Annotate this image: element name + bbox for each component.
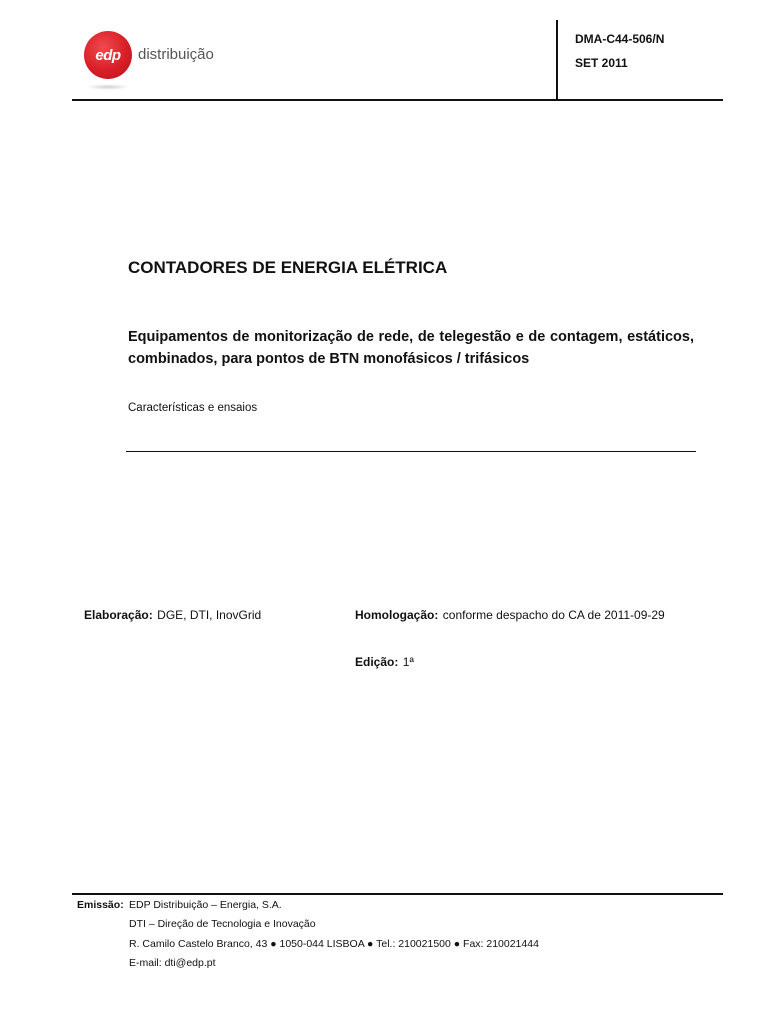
emissao-label: Emissão: — [77, 899, 124, 911]
footer-address-line: R. Camilo Castelo Branco, 43 ● 1050-044 LISBOA ● Tel.: 210021500 ● Fax: 210021444 — [129, 938, 539, 950]
logo-shadow — [86, 84, 130, 90]
logo-text: distribuição — [138, 46, 214, 63]
footer-company-line: EDP Distribuição – Energia, S.A. — [129, 899, 282, 911]
elaboracao-label: Elaboração: — [84, 608, 153, 622]
edp-logo-mark: edp — [84, 31, 132, 79]
document-code: DMA-C44-506/N — [575, 32, 665, 46]
homologacao-field — [355, 606, 665, 624]
header-divider-horizontal — [72, 99, 723, 101]
document-subtopic: Características e ensaios — [128, 402, 258, 414]
header-divider-vertical — [556, 20, 558, 100]
document-subtitle: Equipamentos de monitorização de rede, de telegestão e de contagem, estáticos, combinados, para pontos de BTN monofásicos / trifásicos — [128, 329, 694, 367]
footer-email-line: E-mail: dti@edp.pt — [129, 957, 216, 969]
edicao-label: Edição: — [355, 655, 399, 669]
edicao-field — [355, 653, 414, 671]
edicao-value: 1ª — [402, 655, 414, 669]
footer-divider — [72, 893, 723, 895]
elaboracao-field — [84, 606, 261, 624]
homologacao-label: Homologação: — [355, 608, 439, 622]
title-divider — [126, 451, 696, 452]
document-title: CONTADORES DE ENERGIA ELÉTRICA — [128, 258, 448, 277]
document-date: SET 2011 — [575, 56, 628, 70]
footer-department-line: DTI – Direção de Tecnologia e Inovação — [129, 918, 316, 930]
elaboracao-value: DGE, DTI, InovGrid — [157, 608, 262, 622]
homologacao-value: conforme despacho do CA de 2011-09-29 — [442, 608, 665, 622]
